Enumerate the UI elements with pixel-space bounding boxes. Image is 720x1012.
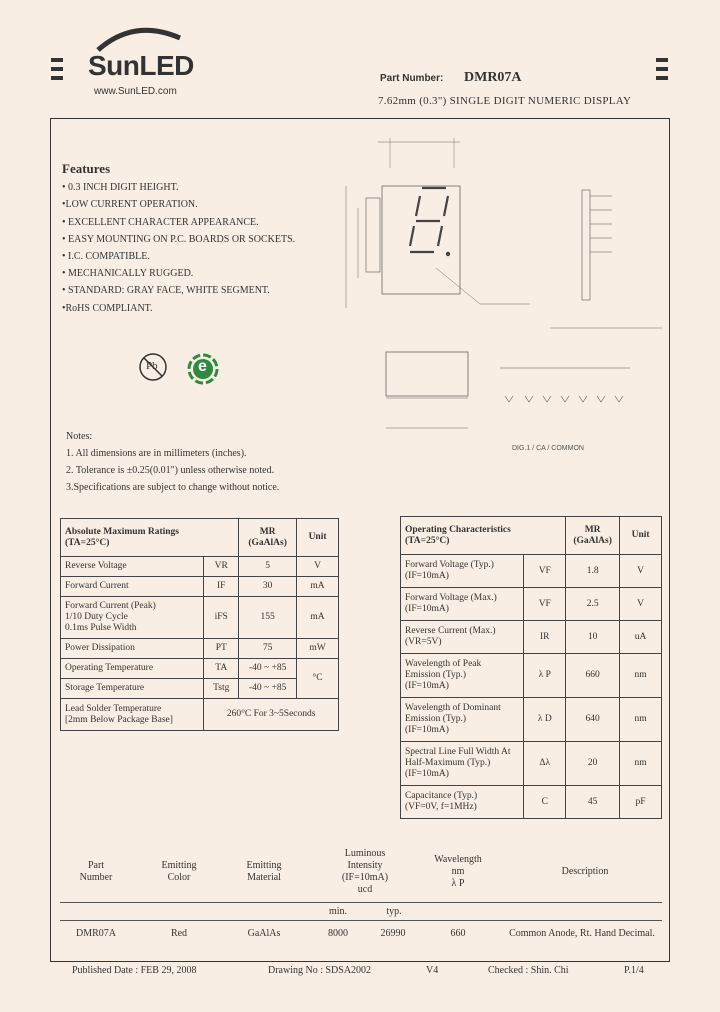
table-row bbox=[61, 557, 339, 577]
feature-item: • MECHANICALLY RUGGED. bbox=[62, 268, 194, 280]
param-cell: Forward Voltage (Max.) (IF=10mA) bbox=[401, 588, 524, 621]
param-cell: Wavelength of Peak Emission (Typ.) (IF=10mA) bbox=[401, 654, 524, 698]
unit-cell: pF bbox=[620, 786, 662, 819]
unit-cell: mW bbox=[297, 639, 339, 659]
sub-min: min. bbox=[328, 906, 348, 917]
op-char-title: Operating Characteristics (TA=25°C) bbox=[401, 517, 566, 555]
op-char-col-unit: Unit bbox=[620, 517, 662, 555]
symbol-cell: Δλ bbox=[524, 742, 566, 786]
op-char-col-mr: MR (GaAlAs) bbox=[566, 517, 620, 555]
table-row bbox=[61, 597, 339, 639]
symbol-cell: IF bbox=[204, 577, 239, 597]
feature-item: • I.C. COMPATIBLE. bbox=[62, 251, 150, 263]
symbol-cell: IR bbox=[524, 621, 566, 654]
unit-cell: V bbox=[620, 555, 662, 588]
col-emitting-material: Emitting Material bbox=[246, 860, 282, 883]
param-cell: Spectral Line Full Width At Half-Maximum (Typ.) (IF=10mA) bbox=[401, 742, 524, 786]
note-item: 1. All dimensions are in millimeters (inches). bbox=[66, 448, 247, 459]
sub-typ: typ. bbox=[386, 906, 402, 917]
note-item: 3.Specifications are subject to change without notice. bbox=[66, 482, 280, 493]
features-section bbox=[62, 160, 295, 317]
rohs-label: e bbox=[198, 358, 207, 375]
symbol-cell: λ D bbox=[524, 698, 566, 742]
table-row bbox=[61, 699, 339, 731]
abs-max-col-unit: Unit bbox=[297, 519, 339, 557]
unit-cell: V bbox=[620, 588, 662, 621]
lead-free-label: Pb bbox=[146, 360, 158, 372]
row-material: GaAlAs bbox=[247, 928, 281, 939]
feature-item: • EXCELLENT CHARACTER APPEARANCE. bbox=[62, 216, 259, 228]
symbol-cell: VR bbox=[204, 557, 239, 577]
subtitle: 7.62mm (0.3") SINGLE DIGIT NUMERIC DISPLAY bbox=[378, 95, 632, 107]
rohs-icon bbox=[186, 352, 220, 386]
part-number-label: Part Number: bbox=[380, 73, 444, 84]
unit-cell: uA bbox=[620, 621, 662, 654]
col-part-number: Part Number bbox=[79, 860, 113, 883]
feature-item: • STANDARD: GRAY FACE, WHITE SEGMENT. bbox=[62, 285, 270, 297]
symbol-cell: C bbox=[524, 786, 566, 819]
param-cell: Power Dissipation bbox=[61, 639, 204, 659]
table-row bbox=[61, 577, 339, 597]
value-cell: 640 bbox=[566, 698, 620, 742]
param-cell: Storage Temperature bbox=[61, 679, 204, 699]
table-rule bbox=[60, 920, 662, 921]
abs-max-col-mr: MR (GaAlAs) bbox=[239, 519, 297, 557]
row-description: Common Anode, Rt. Hand Decimal. bbox=[509, 928, 655, 939]
value-cell: 260°C For 3~5Seconds bbox=[204, 699, 339, 731]
param-cell: Operating Temperature bbox=[61, 659, 204, 679]
param-cell: Wavelength of Dominant Emission (Typ.) (IF=10mA) bbox=[401, 698, 524, 742]
unit-cell: nm bbox=[620, 698, 662, 742]
lead-free-icon bbox=[138, 352, 168, 382]
symbol-cell: VF bbox=[524, 555, 566, 588]
table-row bbox=[401, 621, 662, 654]
footer-checked: Checked : Shin. Chi bbox=[488, 965, 569, 976]
unit-cell: °C bbox=[297, 659, 339, 699]
package-drawing bbox=[330, 128, 665, 468]
table-row bbox=[401, 742, 662, 786]
feature-item: • 0.3 INCH DIGIT HEIGHT. bbox=[62, 182, 179, 194]
notes-title: Notes: bbox=[66, 431, 93, 442]
table-row bbox=[401, 555, 662, 588]
table-row bbox=[401, 698, 662, 742]
footer-published: Published Date : FEB 29, 2008 bbox=[72, 965, 197, 976]
value-cell: 20 bbox=[566, 742, 620, 786]
param-cell: Capacitance (Typ.) (VF=0V, f=1MHz) bbox=[401, 786, 524, 819]
feature-item: •LOW CURRENT OPERATION. bbox=[62, 199, 198, 211]
brand-logo: SunLED bbox=[88, 50, 194, 81]
svg-text:DIG.1 / CA / COMMON: DIG.1 / CA / COMMON bbox=[512, 445, 584, 452]
value-cell: 45 bbox=[566, 786, 620, 819]
param-cell: Forward Voltage (Typ.) (IF=10mA) bbox=[401, 555, 524, 588]
value-cell: 30 bbox=[239, 577, 297, 597]
table-row bbox=[401, 654, 662, 698]
features-title: Features bbox=[62, 161, 111, 176]
row-wavelength: 660 bbox=[450, 928, 466, 939]
symbol-cell: TA bbox=[204, 659, 239, 679]
col-wavelength: Wavelength nm λ P bbox=[434, 854, 482, 889]
table-row bbox=[401, 588, 662, 621]
param-cell: Reverse Voltage bbox=[61, 557, 204, 577]
notes-section bbox=[66, 428, 279, 496]
unit-cell: nm bbox=[620, 742, 662, 786]
unit-cell: nm bbox=[620, 654, 662, 698]
note-item: 2. Tolerance is ±0.25(0.01") unless otherwise noted. bbox=[66, 465, 275, 476]
feature-item: •RoHS COMPLIANT. bbox=[62, 302, 153, 314]
table-row bbox=[61, 659, 339, 679]
table-row bbox=[401, 786, 662, 819]
symbol-cell: Tstg bbox=[204, 679, 239, 699]
symbol-cell: VF bbox=[524, 588, 566, 621]
footer-drawing: Drawing No : SDSA2002 bbox=[268, 965, 372, 976]
value-cell: -40 ~ +85 bbox=[239, 679, 297, 699]
col-emitting-color: Emitting Color bbox=[161, 860, 197, 883]
abs-max-table bbox=[60, 518, 339, 731]
value-cell: 660 bbox=[566, 654, 620, 698]
value-cell: 155 bbox=[239, 597, 297, 639]
feature-item: • EASY MOUNTING ON P.C. BOARDS OR SOCKETS. bbox=[62, 233, 296, 245]
unit-cell: mA bbox=[297, 597, 339, 639]
footer-version: V4 bbox=[426, 965, 439, 976]
table-rule bbox=[60, 902, 662, 903]
param-cell: Forward Current bbox=[61, 577, 204, 597]
table-row bbox=[61, 639, 339, 659]
col-luminous-intensity: Luminous Intensity (IF=10mA) ucd bbox=[341, 848, 389, 895]
part-number: DMR07A bbox=[464, 70, 522, 85]
value-cell: 2.5 bbox=[566, 588, 620, 621]
row-typ: 26990 bbox=[380, 928, 406, 939]
abs-max-title: Absolute Maximum Ratings (TA=25°C) bbox=[61, 519, 239, 557]
symbol-cell: iFS bbox=[204, 597, 239, 639]
value-cell: 10 bbox=[566, 621, 620, 654]
symbol-cell: PT bbox=[204, 639, 239, 659]
param-cell: Reverse Current (Max.) (VR=5V) bbox=[401, 621, 524, 654]
unit-cell: mA bbox=[297, 577, 339, 597]
symbol-cell: λ P bbox=[524, 654, 566, 698]
row-color: Red bbox=[170, 928, 188, 939]
unit-cell: V bbox=[297, 557, 339, 577]
row-min: 8000 bbox=[328, 928, 348, 939]
param-cell: Forward Current (Peak) 1/10 Duty Cycle 0.1ms Pulse Width bbox=[61, 597, 204, 639]
value-cell: 75 bbox=[239, 639, 297, 659]
website: www.SunLED.com bbox=[94, 86, 177, 97]
value-cell: 5 bbox=[239, 557, 297, 577]
param-cell: Lead Solder Temperature [2mm Below Package Base] bbox=[61, 699, 204, 731]
footer-page: P.1/4 bbox=[624, 965, 644, 976]
col-description: Description bbox=[561, 866, 609, 877]
row-part: DMR07A bbox=[75, 928, 116, 939]
value-cell: -40 ~ +85 bbox=[239, 659, 297, 679]
op-char-table bbox=[400, 516, 662, 819]
value-cell: 1.8 bbox=[566, 555, 620, 588]
